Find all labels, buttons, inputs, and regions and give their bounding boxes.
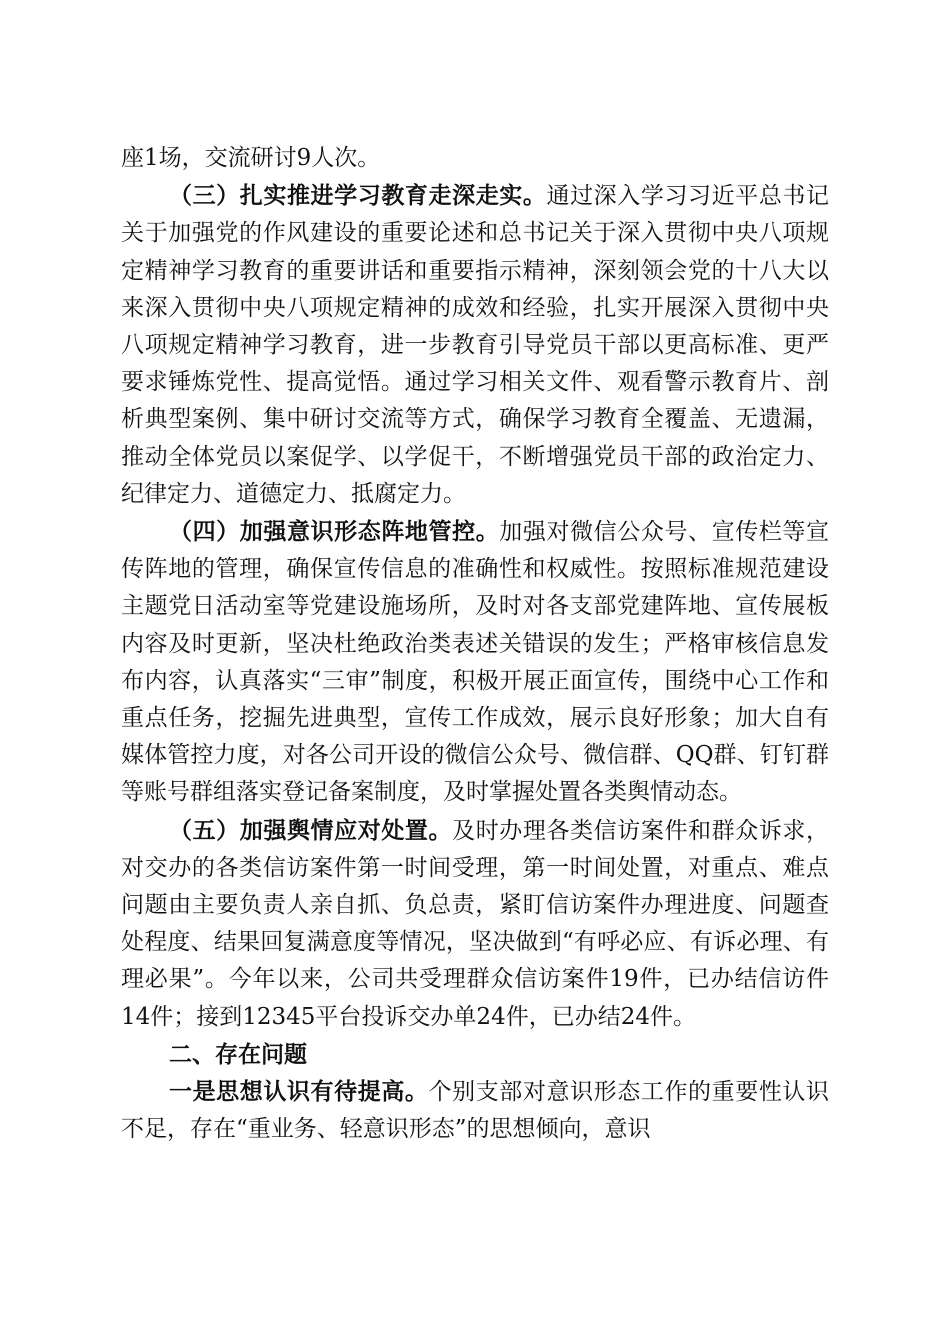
- paragraph-study-education: [121, 177, 829, 513]
- paragraph-ideology-position: [121, 513, 829, 812]
- paragraph-text: 加强对微信公众号、宣传栏等宣传阵地的管理，确保宣传信息的准确性和权威性。按照标准规范建设主题党日活动室等党建设施场所，及时对各支部党建阵地、宣传展板内容及时更新，坚决杜绝政治类表述关错误的发生；严格审核信息发布内容，认真落实“三审”制度，积极开展正面宣传，围绕中心工作和重点任务，挖掘先进典型，宣传工作成效，展示良好形象；加大自有媒体管控力度，对各公司开设的微信公众号、微信群、QQ群、钉钉群等账号群组落实登记备案制度，及时掌握处置各类舆情动态。: [121, 519, 830, 806]
- paragraph-heading: （四）加强意识形态阵地管控。: [169, 518, 500, 546]
- paragraph-text: 座1场，交流研讨9人次。: [121, 145, 381, 171]
- paragraph-heading: （三）扎实推进学习教育走深走实。: [169, 182, 547, 210]
- section-title: 二、存在问题: [169, 1040, 307, 1068]
- paragraph-heading: （五）加强舆情应对处置。: [169, 816, 453, 844]
- paragraph-continuation: [121, 140, 829, 177]
- paragraph-text: 通过深入学习习近平总书记关于加强党的作风建设的重要论述和总书记关于深入贯彻中央八项规定精神学习教育的重要讲话和重要指示精神，深刻领会党的十八大以来深入贯彻中央八项规定精神的成效和经验，扎实开展深入贯彻中央八项规定精神学习教育，进一步教育引导党员干部以更高标准、更严要求锤炼党性、提高觉悟。通过学习相关文件、观看警示教育片、剖析典型案例、集中研讨交流等方式，确保学习教育全覆盖、无遗漏，推动全体党员以案促学、以学促干，不断增强党员干部的政治定力、纪律定力、道德定力、抵腐定力。: [121, 183, 830, 507]
- paragraph-problem-one: [121, 1073, 829, 1148]
- paragraph-public-opinion: [121, 812, 829, 1036]
- document-page: [121, 140, 829, 1148]
- paragraph-text: 个别支部对意识形态工作的重要性认识不足，存在“重业务、轻意识形态”的思想倾向，意识: [121, 1079, 830, 1143]
- paragraph-heading: 一是思想认识有待提高。: [169, 1078, 429, 1106]
- paragraph-text: 及时办理各类信访案件和群众诉求，对交办的各类信访案件第一时间受理，第一时间处置，对重点、难点问题由主要负责人亲自抓、负总责，紧盯信访案件办理进度、问题查处程度、结果回复满意度等情况，坚决做到“有呼必应、有诉必理、有理必果”。今年以来，公司共受理群众信访案件19件，已办结信访件14件；接到12345平台投诉交办单24件，已办结24件。: [121, 817, 830, 1030]
